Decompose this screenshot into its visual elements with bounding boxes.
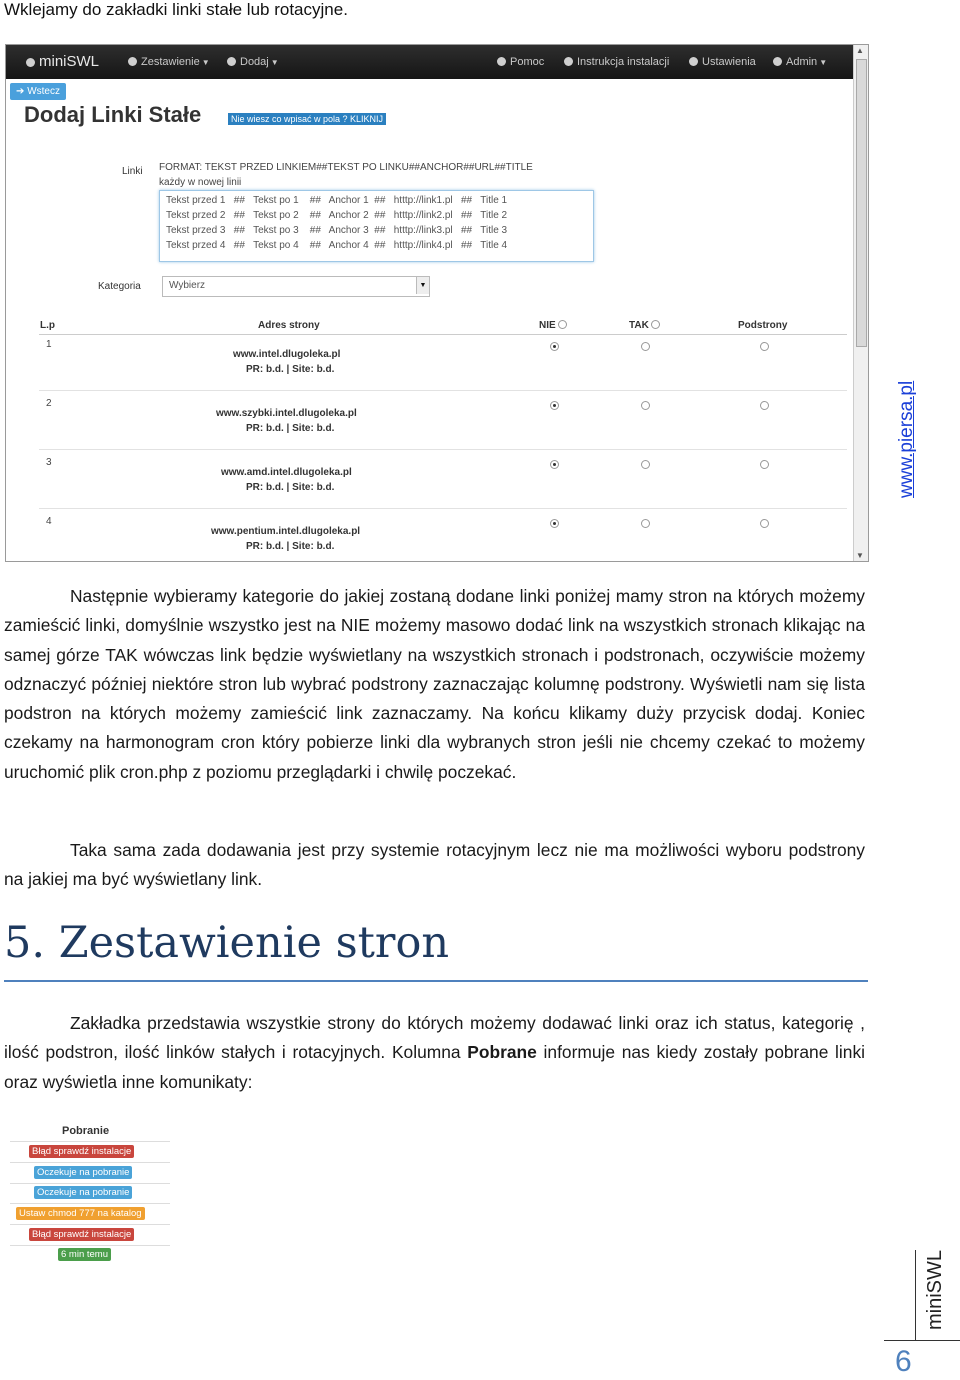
tak-radio[interactable] (641, 401, 650, 410)
chevron-down-icon[interactable]: ▼ (416, 277, 429, 294)
badge-label: Błąd sprawdź instalacje (32, 1229, 132, 1240)
row-pr: PR: b.d. | Site: b.d. (246, 482, 335, 493)
status-column (10, 1117, 170, 1267)
app-screenshot (5, 44, 869, 562)
section-heading: 5. Zestawienie stron (4, 918, 450, 968)
status-header: Pobranie (62, 1125, 110, 1137)
status-badge (29, 1228, 134, 1241)
textarea-line: Tekst przed 2 ## Tekst po 2 ## Anchor 2 ## htttp://link2.pl ## Title 2 (166, 210, 508, 221)
badge-label: 6 min temu (61, 1249, 108, 1260)
tak-all-radio[interactable] (651, 320, 660, 329)
col-nie-label: NIE (539, 320, 556, 331)
paragraph-2-text: Taka sama zada dodawania jest przy systemie rotacyjnym lecz nie ma możliwości wyboru podstrony na jakiej ma być wyświetlany link. (4, 840, 865, 890)
col-lp: L.p (40, 320, 55, 331)
caret-icon: ▼ (819, 58, 828, 67)
podstrony-radio[interactable] (760, 460, 769, 469)
category-select[interactable] (162, 276, 430, 297)
divider (10, 1162, 170, 1163)
plus-icon (227, 57, 236, 66)
paragraph-3-text: Zakładka przedstawia wszystkie strony do których możemy dodawać linki oraz ich status, kategorię , ilość podstron, ilość linków stałych i rotacyjnych. Kolumna (4, 1013, 865, 1063)
footer-rule (884, 1340, 960, 1341)
row-lp: 3 (46, 457, 52, 468)
divider (10, 1203, 170, 1204)
page-title: Dodaj Linki Stałe (24, 102, 202, 127)
back-button[interactable] (10, 83, 66, 100)
status-badge (34, 1186, 132, 1199)
back-label: Wstecz (27, 86, 60, 97)
divider (10, 1183, 170, 1184)
status-badge (29, 1145, 134, 1158)
nie-radio[interactable] (550, 401, 559, 410)
row-pr: PR: b.d. | Site: b.d. (246, 423, 335, 434)
nav-label: Dodaj (240, 56, 269, 68)
paragraph-3-bold: Pobrane (467, 1042, 537, 1063)
user-icon (773, 57, 782, 66)
status-badge (16, 1207, 145, 1220)
paragraph-1-text: Następnie wybieramy kategorie do jakiej zostaną dodane linki poniżej mamy stron na których możemy zamieścić linki, domyślnie wszystko jest na NIE możemy masowo dodać link na wszystkich stronach klikając na samej górze TAK wówczas link będzie wyświetlany na wszystkich stronach i podstronach, oczywiście możemy odznaczyć później niektóre stron lub wybrać podstrony zaznaczając kolumnę podstrony. Wyświetli nam się lista podstron na których możemy zamieścić link zaznaczamy. Na końcu klikamy duży przycisk dodaj. Koniec czekamy na harmonogram cron który pobierze linki dla wybranych stron jeśli nie chcemy czekać to możemy uruchomić plik cron.php z poziomu przeglądarki i chwilę poczekać. (4, 586, 865, 782)
row-lp: 2 (46, 398, 52, 409)
nav-label: Ustawienia (702, 56, 756, 68)
footer-brand-label: miniSWL (924, 1249, 946, 1330)
info-icon (497, 57, 506, 66)
tak-radio[interactable] (641, 342, 650, 351)
paragraph-3 (4, 1009, 865, 1097)
caret-icon: ▼ (201, 58, 210, 67)
top-navbar (6, 45, 854, 79)
row-pr: PR: b.d. | Site: b.d. (246, 541, 335, 552)
podstrony-radio[interactable] (760, 519, 769, 528)
paragraph-1 (4, 582, 865, 787)
category-value: Wybierz (169, 280, 206, 291)
col-podstrony: Podstrony (738, 320, 788, 331)
nav-label: Pomoc (510, 56, 545, 68)
wrench-icon (689, 57, 698, 66)
status-badge (58, 1248, 111, 1261)
divider (10, 1141, 170, 1142)
col-adres: Adres strony (258, 320, 320, 331)
logo-icon (26, 58, 35, 67)
scrollbar[interactable] (853, 45, 868, 561)
nav-ustawienia[interactable] (689, 56, 756, 68)
row-url: www.intel.dlugoleka.pl (233, 349, 341, 360)
divider (39, 390, 847, 391)
format-hint: FORMAT: TEKST PRZED LINKIEM##TEKST PO LINKU##ANCHOR##URL##TITLE (159, 162, 533, 173)
badge-label: Ustaw chmod 777 na katalog (19, 1208, 142, 1219)
row-lp: 4 (46, 516, 52, 527)
nav-zestawienie[interactable] (128, 56, 210, 68)
scroll-down-icon[interactable]: ▼ (856, 551, 864, 560)
links-label: Linki (122, 166, 143, 177)
divider (10, 1224, 170, 1225)
nie-all-radio[interactable] (558, 320, 567, 329)
podstrony-radio[interactable] (760, 401, 769, 410)
nav-pomoc[interactable] (497, 56, 544, 68)
website-link-label[interactable]: www.piersa.pl (896, 380, 917, 498)
brand-logo[interactable] (26, 53, 99, 70)
heading-rule (4, 980, 868, 982)
row-lp: 1 (46, 339, 52, 350)
scroll-up-icon[interactable]: ▲ (856, 46, 864, 55)
badge-label: Błąd sprawdź instalacje (32, 1146, 132, 1157)
list-icon (564, 57, 573, 66)
nav-label: Zestawienie (141, 56, 200, 68)
page-number: 6 (895, 1345, 912, 1378)
links-textarea[interactable] (159, 190, 594, 262)
caret-icon: ▼ (270, 58, 279, 67)
website-link[interactable] (894, 372, 922, 500)
textarea-line: Tekst przed 3 ## Tekst po 3 ## Anchor 3 ## htttp://link3.pl ## Title 3 (166, 225, 508, 236)
format-hint-2: każdy w nowej linii (159, 177, 242, 188)
nav-dodaj[interactable] (227, 56, 279, 68)
nie-radio[interactable] (550, 460, 559, 469)
row-url: www.szybki.intel.dlugoleka.pl (216, 408, 357, 419)
paragraph-3-text-end: informuje nas kiedy zostały pobrane linki oraz wyświetla inne komunikaty: (4, 1042, 865, 1092)
badge-label: Oczekuje na pobranie (37, 1167, 130, 1178)
textarea-line: Tekst przed 1 ## Tekst po 1 ## Anchor 1 ## htttp://link1.pl ## Title 1 (166, 195, 508, 206)
back-arrow-icon: ➔ (16, 86, 28, 97)
nie-radio[interactable] (550, 342, 559, 351)
brand-label: miniSWL (39, 53, 100, 70)
nav-instrukcja[interactable] (564, 56, 669, 68)
status-badge (34, 1166, 132, 1179)
podstrony-radio[interactable] (760, 342, 769, 351)
row-url: www.amd.intel.dlugoleka.pl (221, 467, 352, 478)
category-label: Kategoria (98, 281, 141, 292)
divider (39, 449, 847, 450)
divider (39, 334, 847, 335)
col-nie[interactable] (539, 320, 567, 331)
help-link[interactable]: Nie wiesz co wpisać w pola ? KLIKNIJ (228, 113, 386, 125)
row-url: www.pentium.intel.dlugoleka.pl (211, 526, 361, 537)
col-tak[interactable] (629, 320, 660, 331)
eye-icon (128, 57, 137, 66)
divider (39, 508, 847, 509)
nav-label: Admin (786, 56, 818, 68)
row-pr: PR: b.d. | Site: b.d. (246, 364, 335, 375)
intro-text: Wklejamy do zakładki linki stałe lub rotacyjne. (4, 0, 348, 19)
badge-label: Oczekuje na pobranie (37, 1187, 130, 1198)
tak-radio[interactable] (641, 460, 650, 469)
nav-admin[interactable] (773, 56, 827, 68)
textarea-line: Tekst przed 4 ## Tekst po 4 ## Anchor 4 ## htttp://link4.pl ## Title 4 (166, 240, 508, 251)
divider (10, 1245, 170, 1246)
footer-vrule (915, 1250, 916, 1340)
footer-brand (920, 1250, 950, 1332)
nie-radio[interactable] (550, 519, 559, 528)
col-tak-label: TAK (629, 320, 649, 331)
paragraph-2 (4, 836, 865, 895)
nav-label: Instrukcja instalacji (577, 56, 670, 68)
tak-radio[interactable] (641, 519, 650, 528)
scrollbar-thumb[interactable] (856, 59, 867, 347)
